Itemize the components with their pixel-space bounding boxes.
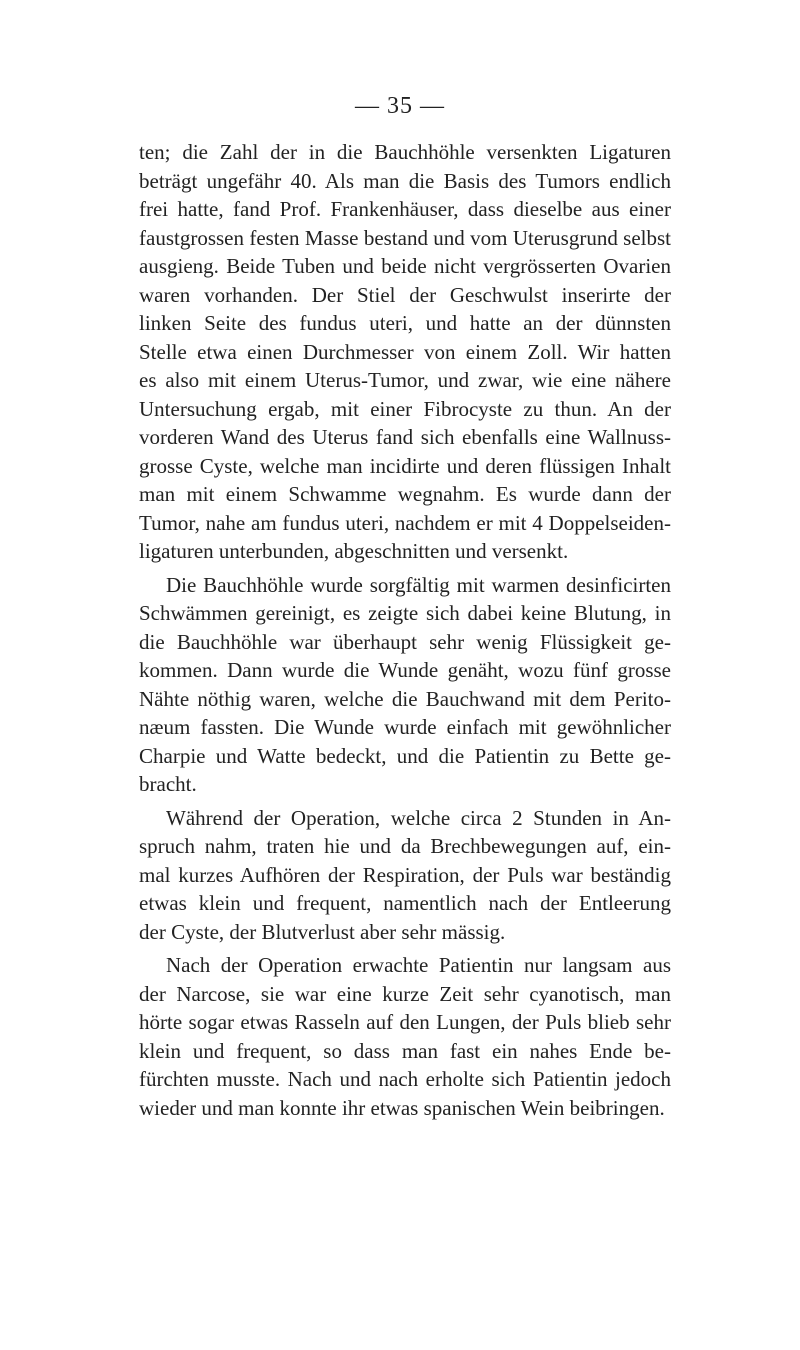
text-line: Tumor, nahe am fundus uteri, nachdem er mit 4 Doppelseiden- <box>139 510 671 535</box>
text-line: beträgt ungefähr 40. Als man die Basis des Tumors endlich <box>139 168 671 193</box>
text-line: ausgieng. Beide Tuben und beide nicht vergrösserten Ovarien <box>139 254 671 278</box>
text-line: mal kurzes Aufhören der Respiration, der Puls war beständig <box>139 862 671 887</box>
paragraph-1 <box>139 138 671 566</box>
text-line: etwas klein und frequent, namentlich nach der Entleerung <box>139 891 671 915</box>
text-line: faustgrossen festen Masse bestand und vom Uterusgrund selbst <box>139 225 671 250</box>
text-line: Während der Operation, welche circa 2 Stunden in An- <box>166 805 671 830</box>
text-line: Die Bauchhöhle wurde sorgfältig mit warmen desinficirten <box>166 572 671 597</box>
text-line: Stelle etwa einen Durchmesser von einem Zoll. Wir hatten <box>139 339 671 364</box>
text-line: spruch nahm, traten hie und da Brechbewegungen auf, ein- <box>139 834 671 858</box>
text-line: næum fassten. Die Wunde wurde einfach mit gewöhnlicher <box>139 715 671 739</box>
text-line: der Cyste, der Blutverlust aber sehr mässig. <box>139 919 506 944</box>
paragraph-2 <box>139 571 671 799</box>
text-line: waren vorhanden. Der Stiel der Geschwulst inserirte der <box>139 282 671 307</box>
text-line: Nach der Operation erwachte Patientin nur langsam aus <box>166 953 671 977</box>
text-line: der Narcose, sie war eine kurze Zeit sehr cyanotisch, man <box>139 981 671 1006</box>
text-line: Nähte nöthig waren, welche die Bauchwand mit dem Perito- <box>139 686 671 711</box>
text-line: ten; die Zahl der in die Bauchhöhle versenkten Ligaturen <box>139 140 671 164</box>
text-line: hörte sogar etwas Rasseln auf den Lungen, der Puls blieb sehr <box>139 1010 671 1034</box>
text-line: die Bauchhöhle war überhaupt sehr wenig Flüssigkeit ge- <box>139 629 671 654</box>
text-line: man mit einem Schwamme wegnahm. Es wurde dann der <box>139 482 671 506</box>
text-line: Charpie und Watte bedeckt, und die Patientin zu Bette ge- <box>139 743 671 768</box>
text-line: klein und frequent, so dass man fast ein nahes Ende be- <box>139 1038 671 1063</box>
text-line: vorderen Wand des Uterus fand sich ebenfalls eine Wallnuss- <box>139 425 671 449</box>
text-line: frei hatte, fand Prof. Frankenhäuser, dass dieselbe aus einer <box>139 197 671 221</box>
text-line: Untersuchung ergab, mit einer Fibrocyste zu thun. An der <box>139 396 671 421</box>
paragraph-3 <box>139 804 671 947</box>
text-line: ligaturen unterbunden, abgeschnitten und versenkt. <box>139 539 569 563</box>
body-text <box>139 138 671 1127</box>
text-line: linken Seite des fundus uteri, und hatte an der dünnsten <box>139 311 671 335</box>
text-line: kommen. Dann wurde die Wunde genäht, wozu fünf grosse <box>139 658 671 682</box>
text-line: Schwämmen gereinigt, es zeigte sich dabei keine Blutung, in <box>139 601 671 625</box>
text-line: grosse Cyste, welche man incidirte und deren flüssigen Inhalt <box>139 453 671 478</box>
text-line: wieder und man konnte ihr etwas spanischen Wein beibringen. <box>139 1095 665 1120</box>
paragraph-4 <box>139 951 671 1122</box>
text-line: es also mit einem Uterus-Tumor, und zwar, wie eine nähere <box>139 368 671 392</box>
page-number: — 35 — <box>355 93 445 119</box>
text-line: bracht. <box>139 772 197 796</box>
text-line: fürchten musste. Nach und nach erholte sich Patientin jedoch <box>139 1067 671 1091</box>
